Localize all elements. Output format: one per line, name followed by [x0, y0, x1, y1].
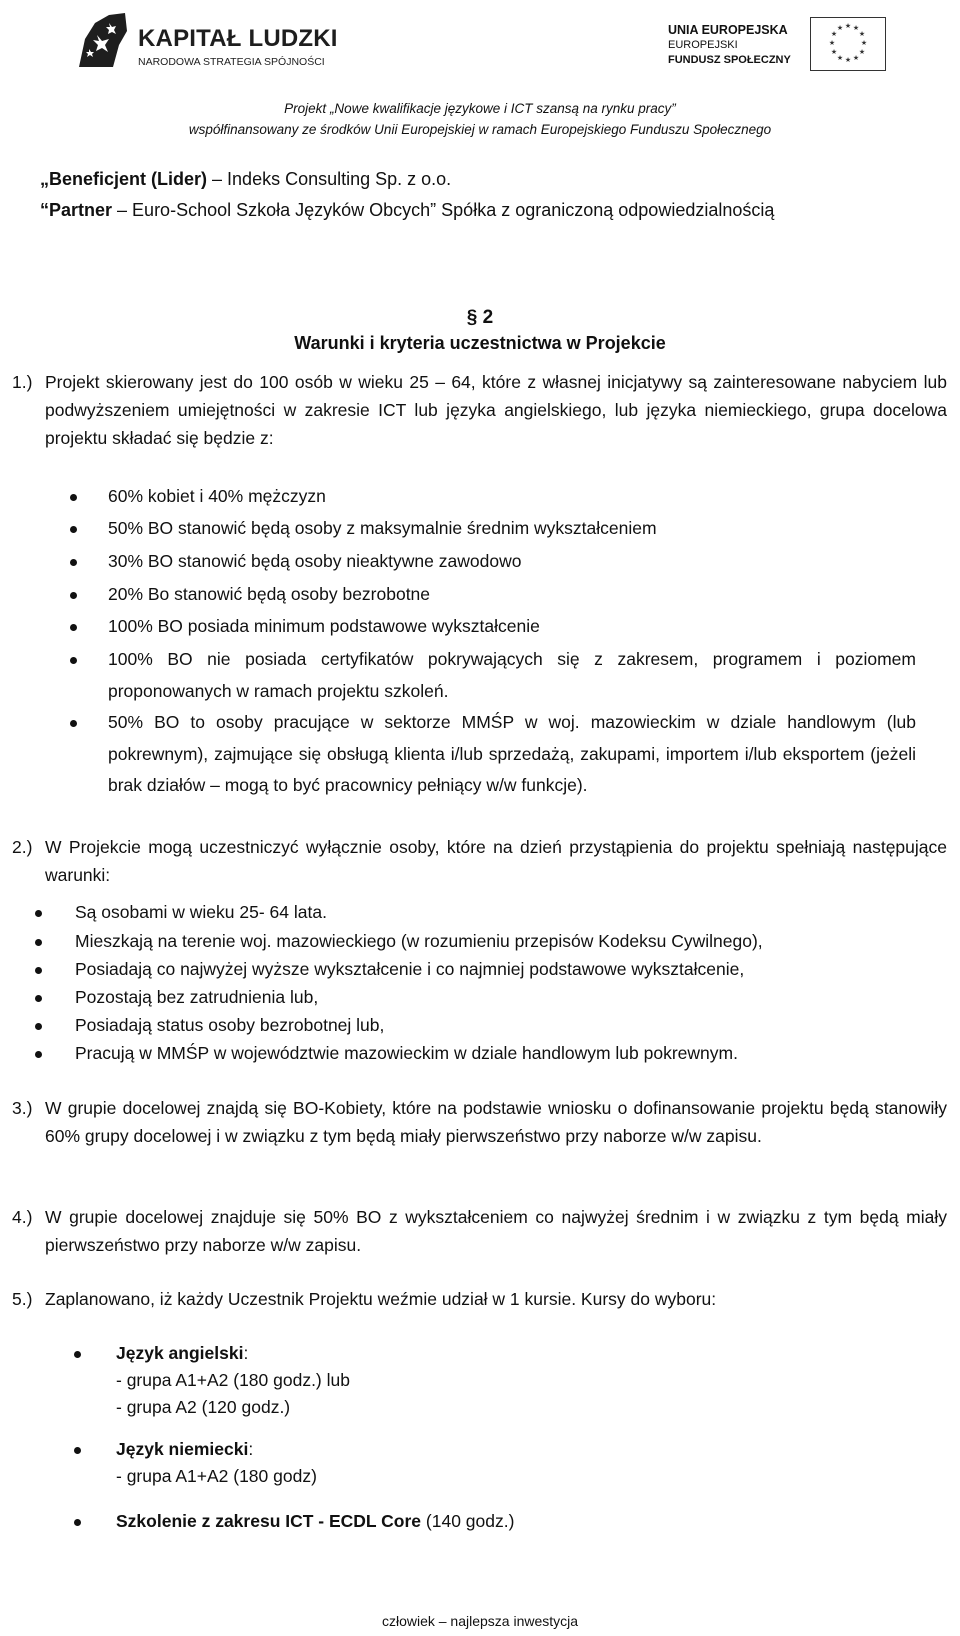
list-item-text: Posiadają status osoby bezrobotnej lub,: [75, 1015, 385, 1035]
eu-flag-icon: [810, 17, 886, 71]
eu-line-3: FUNDUSZ SPOŁECZNY: [668, 54, 791, 66]
list-item: [108, 579, 916, 611]
list-item-text: 50% BO to osoby pracujące w sektorze MMŚP w woj. mazowieckim w dziale handlowym (lub pokrewnym), zajmujące się obsługą klienta i/lub sprzedażą, zakupami, importem i/lub eksportem (jeżeli brak działów – mogą to być pracownicy pełniący w/w funkcje).: [108, 712, 916, 795]
partner-dash: –: [112, 200, 133, 220]
list-item-text: 30% BO stanowić będą osoby nieaktywne zawodowo: [108, 551, 522, 571]
footer-slogan: człowiek – najlepsza inwestycja: [381, 1613, 579, 1629]
project-title: Projekt „Nowe kwalifikacje językowe i ICT szansą na rynku pracy”: [284, 101, 676, 116]
partner-value: Euro-School Szkoła Języków Obcych” Spółka z ograniczoną odpowiedzialnością: [132, 200, 775, 220]
paragraph-text: Zaplanowano, iż każdy Uczestnik Projektu weźmie udział w 1 kursie. Kursy do wyboru:: [45, 1289, 717, 1309]
list-item: [75, 1039, 915, 1067]
logo-title: KAPITAŁ LUDZKI: [138, 25, 338, 52]
course-name: Szkolenie z zakresu ICT - ECDL Core: [116, 1511, 422, 1531]
paragraph-text: W Projekcie mogą uczestniczyć wyłącznie osoby, które na dzień przystąpienia do projektu spełniają następujące warunki:: [45, 837, 947, 885]
paragraph-number: 4.): [12, 1207, 33, 1227]
paragraph-text: Projekt skierowany jest do 100 osób w wieku 25 – 64, które z własnej inicjatywy są zainteresowane nabyciem lub podwyższeniem umiejętności w zakresie ICT lub języka angielskiego, lub języka niemieckiego, grupa docelowa projektu składać się będzie z:: [45, 372, 947, 448]
course-name: Język niemiecki: [116, 1439, 249, 1459]
svg-text:★: ★: [852, 24, 860, 32]
beneficiary-value: Indeks Consulting Sp. z o.o.: [227, 169, 452, 189]
list-item-text: 60% kobiet i 40% mężczyzn: [108, 486, 326, 506]
course-suffix: (140 godz.): [421, 1511, 515, 1531]
project-funding: współfinansowany ze środków Unii Europejskiej w ramach Europejskiego Funduszu Społecznego: [188, 122, 772, 137]
bullet-icon: [35, 1023, 42, 1030]
bullet-icon: [70, 624, 77, 631]
paragraph-3: [12, 1094, 947, 1150]
paragraph-text: W grupie docelowej znajdą się BO-Kobiety, które na podstawie wniosku o dofinansowanie projektu będą stanowiły 60% grupy docelowej i w związku z tym będą miały pierwszeństwo przy naborze w/w zapisu.: [45, 1098, 947, 1146]
svg-text:★: ★: [860, 39, 868, 47]
svg-text:★: ★: [836, 24, 844, 32]
course-detail: - grupa A1+A2 (180 godz.) lub: [116, 1370, 350, 1390]
list-item: [75, 1011, 915, 1039]
list-item-text: Są osobami w wieku 25- 64 lata.: [75, 902, 327, 922]
paragraph-text: W grupie docelowej znajduje się 50% BO z wykształceniem co najwyżej średnim i w związku z tym będą miały pierwszeństwo przy naborze w/w zapisu.: [45, 1207, 947, 1255]
course-suffix: :: [243, 1343, 249, 1363]
list-item-text: Mieszkają na terenie woj. mazowieckiego (w rozumieniu przepisów Kodeksu Cywilnego),: [75, 931, 763, 951]
list-item-text: 100% BO nie posiada certyfikatów pokrywających się z zakresem, programem i poziomem proponowanych w ramach projektu szkoleń.: [108, 649, 916, 701]
bullet-icon: [70, 720, 77, 727]
paragraph-number: 5.): [12, 1289, 33, 1309]
list-item: [75, 983, 915, 1011]
list-item-text: Pozostają bez zatrudnienia lub,: [75, 987, 319, 1007]
bullet-icon: [35, 939, 42, 946]
partner-label: “Partner: [40, 200, 113, 220]
list-item-text: Posiadają co najwyżej wyższe wykształcenie i co najmniej podstawowe wykształcenie,: [75, 959, 745, 979]
eu-line-2: EUROPEJSKI: [668, 39, 738, 51]
list-item: [108, 481, 916, 513]
svg-text:★: ★: [852, 54, 860, 62]
svg-text:★: ★: [844, 56, 852, 64]
course-suffix: :: [248, 1439, 254, 1459]
course-item: [116, 1508, 916, 1535]
course-name: Język angielski: [116, 1343, 244, 1363]
list-item-text: 20% Bo stanowić będą osoby bezrobotne: [108, 584, 431, 604]
bullet-icon: [70, 494, 77, 501]
section-number: § 2: [466, 307, 494, 328]
bullet-icon: [70, 592, 77, 599]
svg-text:★: ★: [830, 48, 838, 56]
list-item: [108, 513, 916, 545]
paragraph-4: [12, 1203, 947, 1259]
bullet-icon: [35, 967, 42, 974]
partner-line: [40, 200, 774, 221]
bullet-icon: [35, 995, 42, 1002]
bullet-icon: [35, 910, 42, 917]
beneficiary-dash: –: [207, 169, 228, 189]
svg-text:★: ★: [828, 39, 836, 47]
svg-text:★: ★: [858, 30, 866, 38]
list-item: [108, 546, 916, 578]
course-item: [116, 1340, 916, 1421]
logo-subtitle: NARODOWA STRATEGIA SPÓJNOŚCI: [138, 56, 325, 68]
course-detail: - grupa A1+A2 (180 godz): [116, 1466, 317, 1486]
svg-text:★: ★: [844, 22, 852, 30]
course-detail: - grupa A2 (120 godz.): [116, 1397, 291, 1417]
course-item: [116, 1436, 916, 1490]
paragraph-2: [12, 833, 947, 889]
list-item: [75, 898, 915, 926]
list-item: [108, 611, 916, 643]
bullet-icon: [74, 1519, 81, 1526]
bullet-icon: [70, 526, 77, 533]
bullet-icon: [74, 1447, 81, 1454]
list-item-text: 50% BO stanowić będą osoby z maksymalnie średnim wykształceniem: [108, 518, 657, 538]
paragraph-number: 3.): [12, 1098, 33, 1118]
section-title: Warunki i kryteria uczestnictwa w Projekcie: [294, 333, 666, 353]
bullet-icon: [70, 559, 77, 566]
paragraph-1: [12, 368, 947, 452]
paragraph-number: 2.): [12, 837, 33, 857]
eu-text-block: [668, 23, 791, 68]
paragraph-number: 1.): [12, 372, 33, 392]
beneficiary-line: [40, 169, 451, 190]
bullet-icon: [35, 1051, 42, 1058]
list-item: [108, 644, 916, 707]
list-item-text: 100% BO posiada minimum podstawowe wykształcenie: [108, 616, 540, 636]
svg-text:★: ★: [858, 48, 866, 56]
bullet-icon: [74, 1351, 81, 1358]
svg-text:★: ★: [836, 54, 844, 62]
bullet-icon: [70, 657, 77, 664]
eu-line-1: UNIA EUROPEJSKA: [668, 23, 788, 37]
list-item: [108, 707, 916, 802]
list-item: [75, 927, 915, 955]
list-item-text: Pracują w MMŚP w województwie mazowieckim w dziale handlowym lub pokrewnym.: [75, 1043, 738, 1063]
svg-text:★: ★: [830, 30, 838, 38]
paragraph-5: [12, 1285, 947, 1313]
beneficiary-label: „Beneficjent (Lider): [40, 169, 208, 189]
list-item: [75, 955, 915, 983]
